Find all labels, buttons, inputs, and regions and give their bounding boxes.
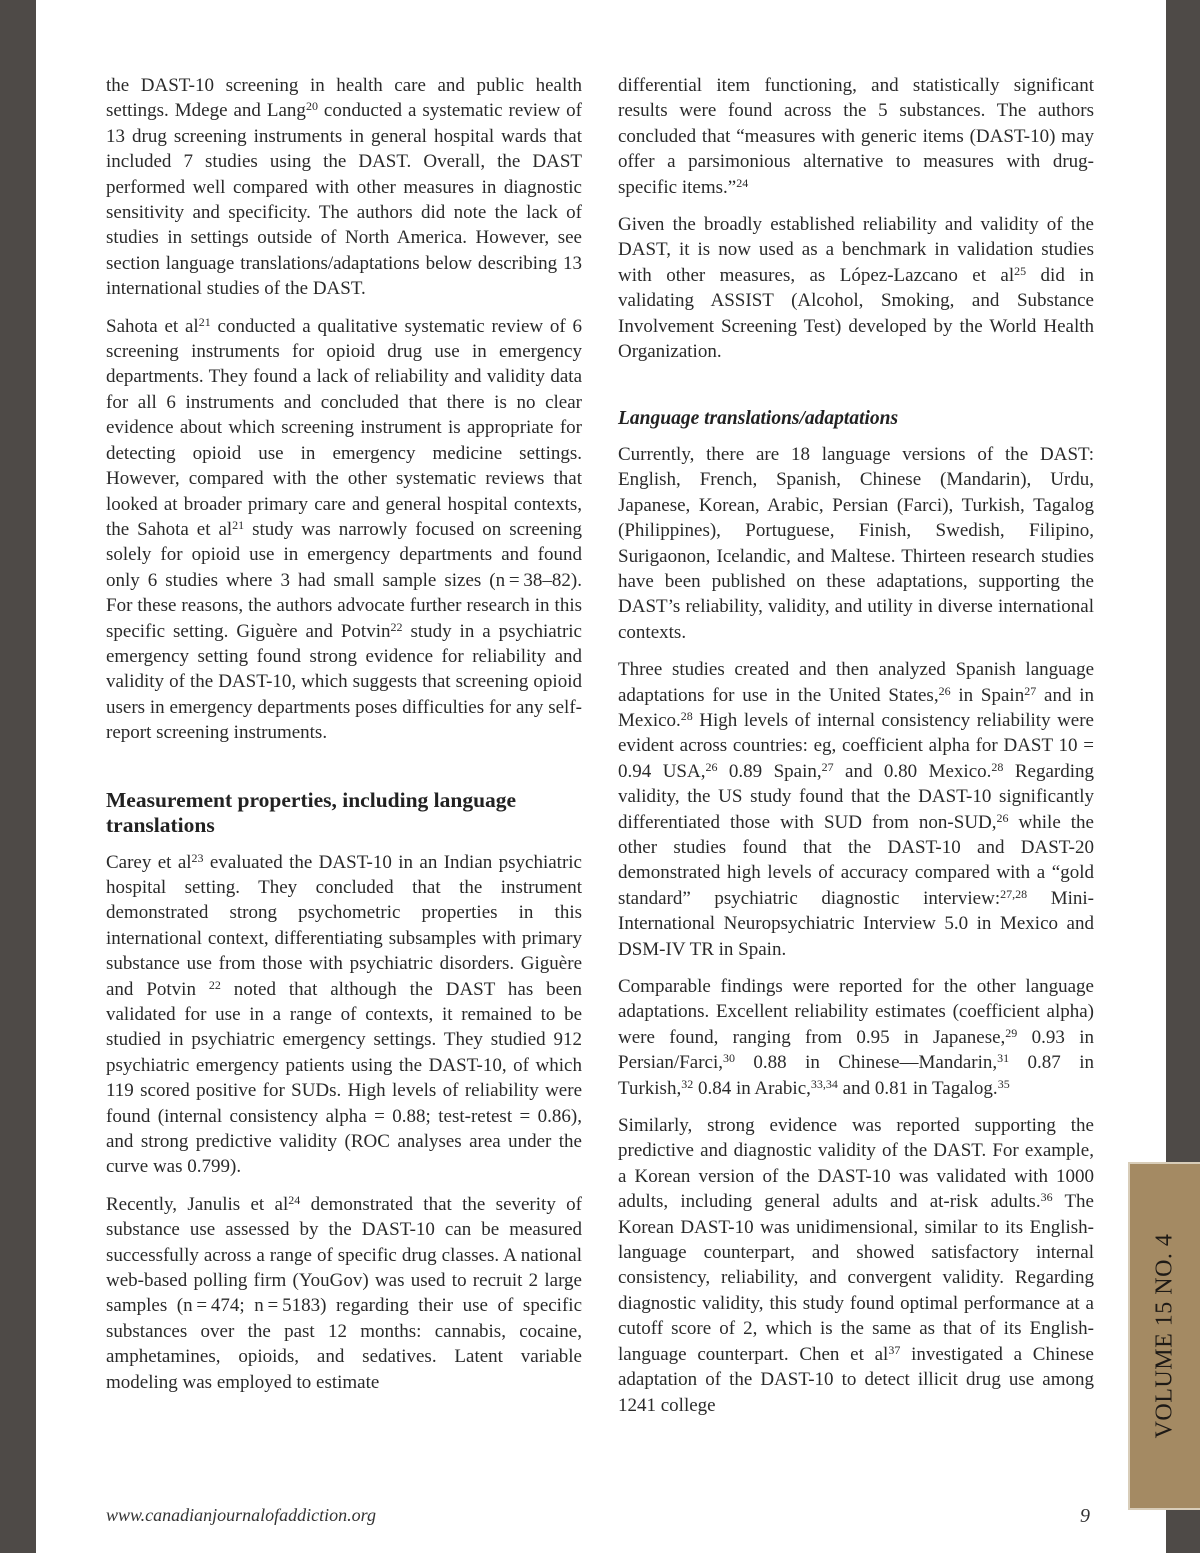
- citation-ref: 22: [390, 619, 403, 634]
- citation-ref: 21: [198, 314, 211, 329]
- citation-ref: 20: [305, 99, 318, 114]
- left-column: [106, 73, 582, 1407]
- paragraph-benchmark: Given the broadly established reliability and validity of the DAST, it is now used as a benchmark in validation studies with other measures, as López-Lazcano et $al^{25}$ did in validating ASSIST (Alcohol, Smoking, and Substance Involvement Screening Test) developed by the World Health Organization.: [618, 214, 1095, 363]
- paragraph-comparable-findings: Comparable findings were reported for the other language adaptations. Excellent reliability estimates (coefficient alpha) were found, ranging from 0.95 in Japanese,$^{29}$ 0.93 in Persian/Farci,$^{30}$ 0.88 in Chinese—Mandarin,$^{31}$ 0.87 in Turkish,$^{32}$ 0.84 in Arabic,$^{33,34}$ and 0.81 in Tagalog.$^{35}$: [618, 976, 1095, 1099]
- right-column: [618, 73, 1094, 1430]
- citation-ref: 25: [1014, 263, 1027, 278]
- citation-ref: 30: [723, 1051, 736, 1066]
- citation-ref: 37: [888, 1342, 901, 1357]
- citation-ref: 21: [232, 517, 245, 532]
- subsection-heading: Language translations/adaptations: [618, 408, 899, 430]
- paragraph-sahota: Sahota et $al^{21}$ conducted a qualitative systematic review of 6 screening instruments for opioid drug use in emergency departments. They found a lack of reliability and validity data for all 6 instruments and concluded that there is no clear evidence about which screening instrument is appropriate for detecting opioid use in emergency medicine settings. However, compared with the other systematic reviews that looked at broader primary care and general hospital contexts, the Sahota et $al^{21}$ study was narrowly focused on screening solely for opioid use in emergency departments and found only 6 studies where 3 had small sample sizes (n = 38–82). For these reasons, the authors advocate further research in this specific setting. Giguère and Potvin$^{22}$ study in a psychiatric emergency setting found strong evidence for reliability and validity of the DAST-10, which suggests that screening opioid users in emergency departments poses difficulties for any self-report screening instruments.: [106, 314, 582, 744]
- citation-ref: 33,34: [810, 1076, 838, 1091]
- paragraph-janulis: Recently, Janulis et $al^{24}$ demonstrated that the severity of substance use assessed by the DAST-10 can be measured successfully across a range of specific drug classes. A national web-based polling firm (YouGov) was used to recruit 2 large samples (n = 474; n = 5183) regarding their use of specific substances over the past 12 months: cannabis, cocaine, amphetamines, opioids, and sedatives. Latent variable modeling was employed to estimate: [106, 1192, 582, 1393]
- citation-ref: 27: [1024, 683, 1037, 698]
- paragraph-language-versions: Currently, there are 18 language versions of the DAST: English, French, Spanish, Chinese (Mandarin), Urdu, Japanese, Korean, Arabic, Persian (Farci), Turkish, Tagalog (Philippines), Portuguese, Finish, Swedish, Filipino, Surigaonon, Icelandic, and Maltese. Thirteen research studies have been published on these adaptations, supporting the DAST’s reliability, validity, and utility in diverse international contexts.: [618, 443, 1094, 643]
- citation-ref: 26: [938, 683, 951, 698]
- citation-ref: 32: [681, 1076, 694, 1091]
- paragraph-carey: Carey et $al^{23}$ evaluated the DAST-10 in an Indian psychiatric hospital setting. They concluded that the instrument demonstrated strong psychometric properties in this international context, differentiating subsamples with primary substance use from those with psychiatric disorders. Giguère and Potvin $^{22}$ noted that although the DAST has been validated for use in a range of contexts, it remained to be studied in psychiatric emergency settings. They studied 912 psychiatric emergency patients using the DAST-10, of which 119 scored positive for SUDs. High levels of reliability were found (internal consistency alpha = 0.88; test-retest = 0.86), and strong predictive validity (ROC analyses area under the curve was 0.799).: [106, 850, 583, 1178]
- volume-tab: [1128, 1162, 1200, 1510]
- citation-ref: 35: [997, 1076, 1010, 1091]
- citation-ref: 36: [1040, 1190, 1053, 1205]
- section-heading: Measurement properties, including language translations: [106, 787, 517, 837]
- citation-ref: 31: [997, 1051, 1010, 1066]
- paragraph-korean-chinese: Similarly, strong evidence was reported supporting the predictive and diagnostic validity of the DAST. For example, a Korean version of the DAST-10 was validated with 1000 adults, including general adults and at-risk adults.$^{36}$ The Korean DAST-10 was unidimensional, similar to its English-language counterpart, and showed satisfactory internal consistency, reliability, and convergent validity. Regarding diagnostic validity, this study found optimal performance at a cutoff score of 2, which is the same as that of its English-language counterpart. Chen et $al^{37}$ investigated a Chinese adaptation of the DAST-10 to detect illicit drug use among 1241 college: [618, 1115, 1094, 1416]
- citation-ref: 23: [191, 850, 204, 865]
- page-number: 9: [1080, 1505, 1090, 1527]
- citation-ref: 22: [208, 977, 221, 992]
- citation-ref: 24: [736, 175, 749, 190]
- paragraph-mdege-lang: the DAST-10 screening in health care and public health settings. Mdege and Lang$^{20}$ conducted a systematic review of 13 drug screening instruments in general hospital wards that included 7 studies using the DAST. Overall, the DAST performed well compared with other measures in diagnostic sensitivity and specificity. The authors did note the lack of studies in settings outside of North America. However, see section language translations/adaptations below describing 13 international studies of the DAST.: [106, 75, 582, 300]
- citation-ref: 27: [821, 759, 834, 774]
- citation-ref: 29: [1005, 1025, 1018, 1040]
- paragraph-differential-item: differential item functioning, and statistically significant results were found across the 5 substances. The authors concluded that “measures with generic items (DAST-10) may offer a parsimonious alternative to measures with drug-specific items.”$^{24}$: [618, 75, 1094, 198]
- citation-ref: 28: [991, 759, 1004, 774]
- paragraph-spanish-adaptations: Three studies created and then analyzed Spanish language adaptations for use in the United States,$^{26}$ in Spain$^{27}$ and in Mexico.$^{28}$ High levels of internal consistency reliability were evident across countries: eg, coefficient alpha for DAST 10 = 0.94 USA,$^{26}$ 0.89 Spain,$^{27}$ and 0.80 Mexico.$^{28}$ Regarding validity, the US study found that the DAST-10 significantly differentiated those with SUD from non-SUD,$^{26}$ while the other studies found that the DAST-10 and DAST-20 demonstrated high levels of accuracy compared with a “gold standard” psychiatric diagnostic interview:$^{27,28}$ Mini-International Neuropsychiatric Interview 5.0 in Mexico and DSM-IV TR in Spain.: [618, 659, 1095, 960]
- citation-ref: 26: [705, 759, 718, 774]
- journal-url[interactable]: www.canadianjournalofaddiction.org: [106, 1505, 377, 1525]
- volume-label: VOLUME 15 NO. 4: [1151, 1233, 1178, 1439]
- citation-ref: 26: [996, 810, 1009, 825]
- citation-ref: 28: [680, 708, 693, 723]
- citation-ref: 27,28: [1000, 886, 1028, 901]
- journal-page: [36, 0, 1166, 1553]
- citation-ref: 24: [288, 1192, 301, 1207]
